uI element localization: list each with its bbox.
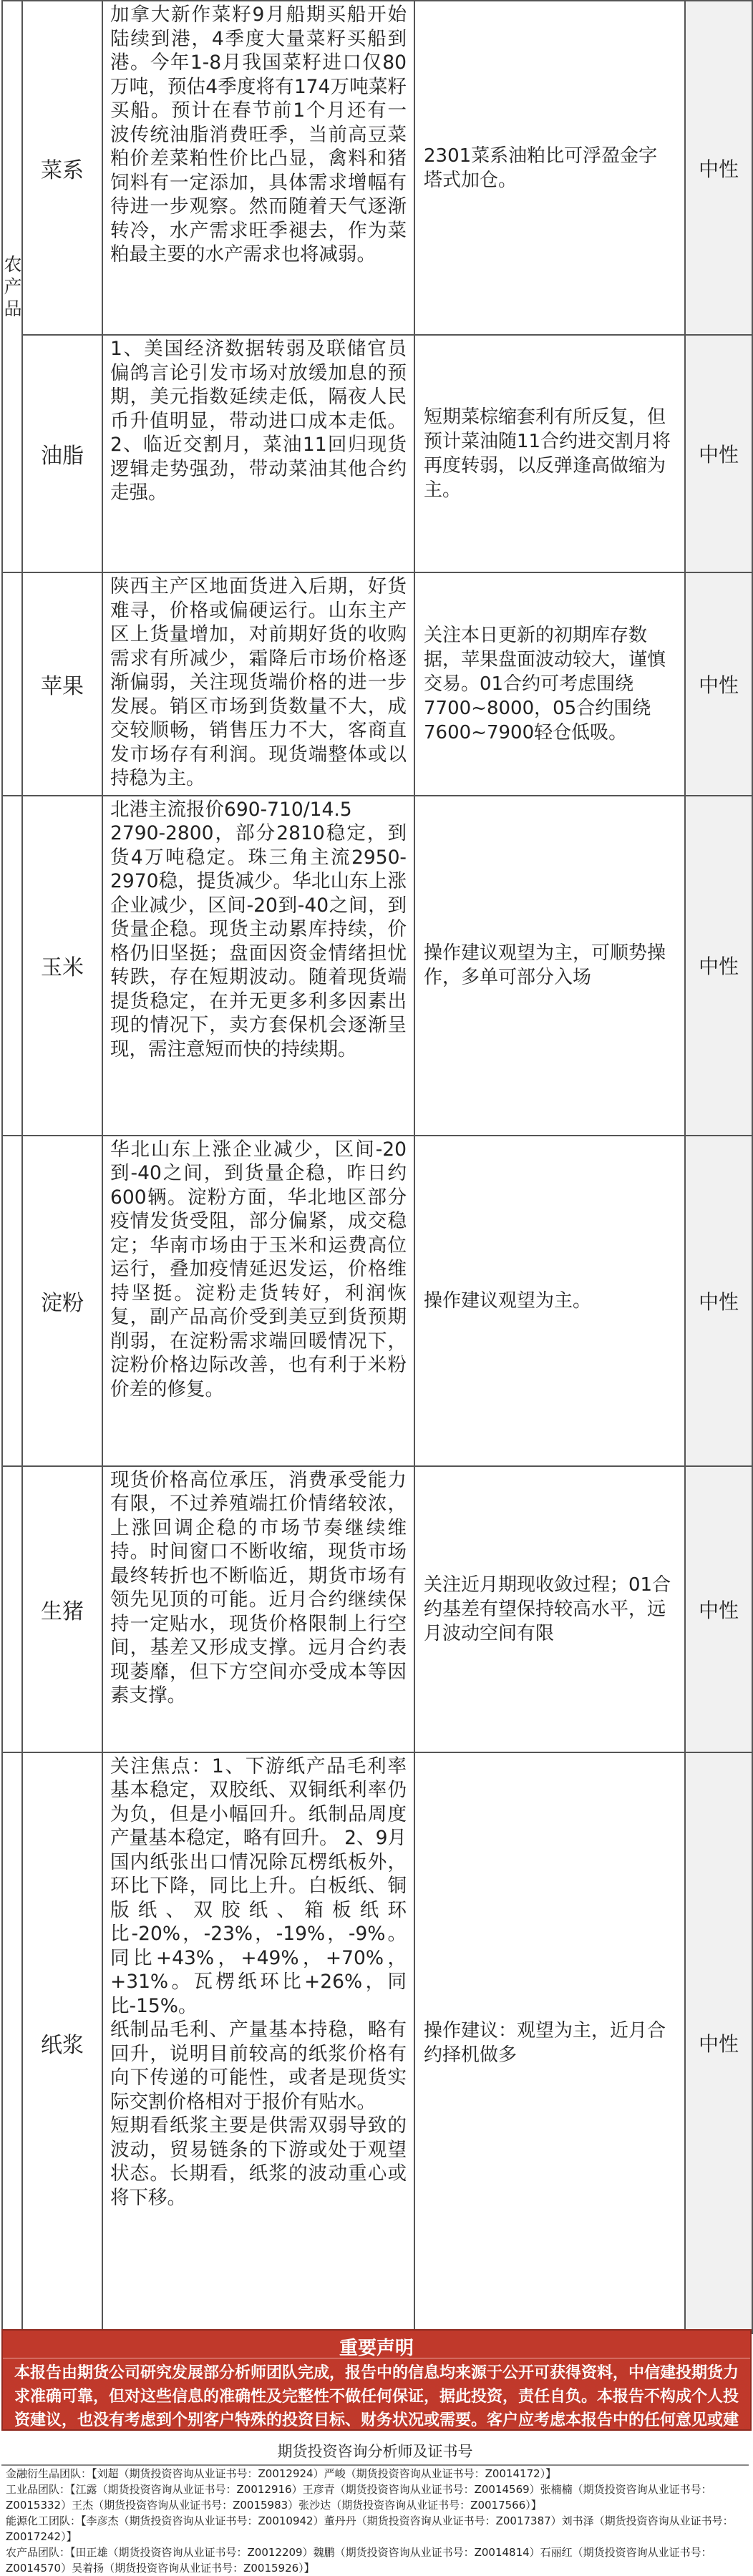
- analysis-text: 1、美国经济数据转弱及联储官员偏鸽言论引发市场对放缓加息的预期，美元指数延续走低，隔夜人民币升值明显，带动进口成本走低。2、临近交割月，菜油11回归现货逻辑走势强劲，带动菜油其他合约走强。: [110, 338, 407, 504]
- view-cell: 中性: [685, 1136, 752, 1466]
- market-view-table: [1, 0, 753, 2334]
- team-line: 能源化工团队：【李彦杰（期货投资咨询从业证书号：Z0010942）董丹丹（期货投资咨询从业证书号：Z0017387）刘书泽（期货投资咨询从业证书号：Z0017242）】: [6, 2514, 734, 2543]
- research-sheet: [1, 0, 752, 2334]
- advice-text: 关注近月期现收敛过程；01合约基差有望保持较高水平，远月波动空间有限: [424, 1574, 671, 1644]
- product-cell: 纸浆: [22, 1752, 102, 2333]
- advice-text: 2301菜系油粕比可浮盈金字塔式加仓。: [424, 145, 658, 191]
- analysis-text: 加拿大新作菜籽9月船期买船开始陆续到港，4季度大量菜籽买船到港。今年1-8月我国菜籽进口仅80万吨，预估4季度将有174万吨菜籽买船。预计在春节前1个月还有一波传统油脂消费旺季，当前高豆菜粕价差菜粕性价比凸显，禽料和猪饲料有一定添加，具体需求增幅有待进一步观察。然而随着天气逐渐转冷，水产需求旺季褪去，作为菜粕最主要的水产需求也将减弱。: [110, 4, 407, 265]
- advice-cell: [414, 1136, 685, 1466]
- analysis-text: 华北山东上涨企业减少，区间-20到-40之间，到货量企稳，昨日约600辆。淀粉方面，华北地区部分疫情发货受阻，部分偏紧，成交稳定；华南市场由于玉米和运费高位运行，叠加疫情延迟发运，价格维持坚挺。淀粉走货转好，利润恢复，副产品高价受到美豆到货预期削弱，在淀粉需求端回暖情况下，淀粉价格边际改善，也有利于米粉价差的修复。: [110, 1138, 407, 1400]
- table-row: [2, 572, 752, 796]
- product-cell: 菜系: [22, 1, 102, 335]
- product-cell: 淀粉: [22, 1136, 102, 1466]
- category-cell: [2, 1466, 22, 1752]
- advice-cell: [414, 796, 685, 1136]
- disclaimer-title: 重要声明: [3, 2331, 750, 2358]
- advice-cell: [414, 335, 685, 572]
- advice-cell: [414, 572, 685, 796]
- view-cell: 中性: [685, 335, 752, 572]
- team-line: 工业品团队：【江露（期货投资咨询从业证书号：Z0012916）王彦青（期货投资咨询从业证书号：Z0014569）张楠楠（期货投资咨询从业证书号：Z0015332）王杰（期货投资咨询从业证书号：Z0015983）张沙达（期货投资咨询从业证书号：Z0017566）】: [6, 2483, 712, 2512]
- product-cell: 苹果: [22, 572, 102, 796]
- analysis-cell: [102, 1466, 414, 1752]
- table-row: [2, 1466, 752, 1752]
- product-cell: 生猪: [22, 1466, 102, 1752]
- category-cell: [2, 572, 22, 796]
- advice-cell: [414, 1, 685, 335]
- analysis-text: 陕西主产区地面货进入后期，好货难寻，价格或偏硬运行。山东主产区上货量增加，对前期好货的收购需求有所减少，霜降后市场价格逐渐偏弱，关注现货端价格的进一步发展。销区市场到货数量不大，成交较顺畅，销售压力不大，客商直发市场存有利润。现货端整体或以持稳为主。: [110, 575, 407, 789]
- advice-text: 操作建议观望为主。: [424, 1289, 592, 1312]
- analysis-text: 现货价格高位承压，消费承受能力有限，不过养殖端扛价情绪较浓，上涨回调企稳的市场节奏继续维持。时间窗口不断收缩，现货市场最终转折也不断临近，期货市场有领先见顶的可能。近月合约继续保持一定贴水，现货价格限制上行空间，基差又形成支撑。远月合约表现萎靡，但下方空间亦受成本等因素支撑。: [110, 1468, 407, 1707]
- category-label: 农产品: [4, 254, 22, 319]
- product-cell: 油脂: [22, 335, 102, 572]
- advice-text: 操作建议：观望为主，近月合约择机做多: [424, 2019, 666, 2066]
- advice-text: 操作建议观望为主，可顺势操作，多单可部分入场: [424, 942, 666, 988]
- table-row: [2, 1136, 752, 1466]
- analysis-cell: [102, 335, 414, 572]
- advice-cell: [414, 1466, 685, 1752]
- analyst-teams: [1, 2439, 749, 2576]
- advice-text: 短期菜棕缩套利有所反复，但预计菜油随11合约进交割月将再度转弱，以反弹逢高做缩为主。: [424, 406, 671, 501]
- view-cell: 中性: [685, 1752, 752, 2333]
- category-cell: [2, 1752, 22, 2333]
- analysis-cell: [102, 796, 414, 1136]
- team-line: 金融衍生品团队：【刘超（期货投资咨询从业证书号：Z0012924）严峻（期货投资咨询从业证书号：Z0014172）】: [6, 2467, 557, 2480]
- analysis-text: 北港主流报价690-710/14.5 2790-2800，部分2810稳定，到货4万吨稳定。珠三角主流2950-2970稳，提货减少。华北山东上涨企业减少，区间-20到-40之间，到货量企稳。现货主动累库持续，价格仍旧坚挺；盘面因资金情绪担忧转跌，存在短期波动。随着现货端提货稳定，在并无更多利多因素出现的情况下，卖方套保机会逐渐呈现，需注意短而快的持续期。: [110, 798, 407, 1060]
- table-row: [2, 796, 752, 1136]
- view-cell: 中性: [685, 1, 752, 335]
- table-row: [2, 1752, 752, 2333]
- analysis-cell: [102, 1, 414, 335]
- view-cell: 中性: [685, 1466, 752, 1752]
- table-row: [2, 1, 752, 335]
- team-line: 农产品团队：【田正雄（期货投资咨询从业证书号：Z0012209）魏鹏（期货投资咨询从业证书号：Z0014814）石丽红（期货投资咨询从业证书号：Z0014570）吴着扬（期货投资咨询从业证书号：Z0015926）】: [6, 2546, 712, 2575]
- advice-cell: [414, 1752, 685, 2333]
- product-cell: 玉米: [22, 796, 102, 1136]
- category-cell: [2, 796, 22, 1136]
- view-cell: 中性: [685, 572, 752, 796]
- table-row: [2, 335, 752, 572]
- category-cell: [2, 1, 22, 572]
- analysis-cell: [102, 1136, 414, 1466]
- analysis-text: 关注焦点：1、下游纸产品毛利率基本稳定，双胶纸、双铜纸利率仍为负，但是小幅回升。纸制品周度产量基本稳定，略有回升。 2、9月国内纸张出口情况除瓦楞纸板外，环比下降，同比上升。白板纸、铜版纸、双胶纸、箱板纸环比-20%，-23%，-19%，-9%。同比+43%，+49%，+70%，+31%。瓦楞纸环比+26%，同比-15%。 纸制品毛利、产量基本持稳，略有回升，说明目前较高的纸浆价格有向下传递的可能性，或者是现货实际交割价格相对于报价有贴水。 短期看纸浆主要是供需双弱导致的波动，贸易链条的下游或处于观望状态。长期看，纸浆的波动重心或将下移。: [110, 1755, 407, 2209]
- analysis-cell: [102, 1752, 414, 2333]
- analysis-cell: [102, 572, 414, 796]
- disclaimer-body: 本报告由期货公司研究发展部分析师团队完成，报告中的信息均来源于公开可获得资料，中信建投期货力求准确可靠，但对这些信息的准确性及完整性不做任何保证，据此投资，责任自负。本报告不构成个人投资建议，也没有考虑到个别客户特殊的投资目标、财务状况或需要。客户应考虑本报告中的任何意见或建议是否符合其特定状况。: [14, 2364, 739, 2453]
- teams-title: 期货投资咨询分析师及证书号: [1, 2439, 749, 2466]
- view-cell: 中性: [685, 796, 752, 1136]
- category-cell: [2, 1136, 22, 1466]
- advice-text: 关注本日更新的初期库存数据，苹果盘面波动较大，谨慎交易。01合约可考虑围绕7700~8000，05合约围绕7600~7900轻仓低吸。: [424, 624, 666, 743]
